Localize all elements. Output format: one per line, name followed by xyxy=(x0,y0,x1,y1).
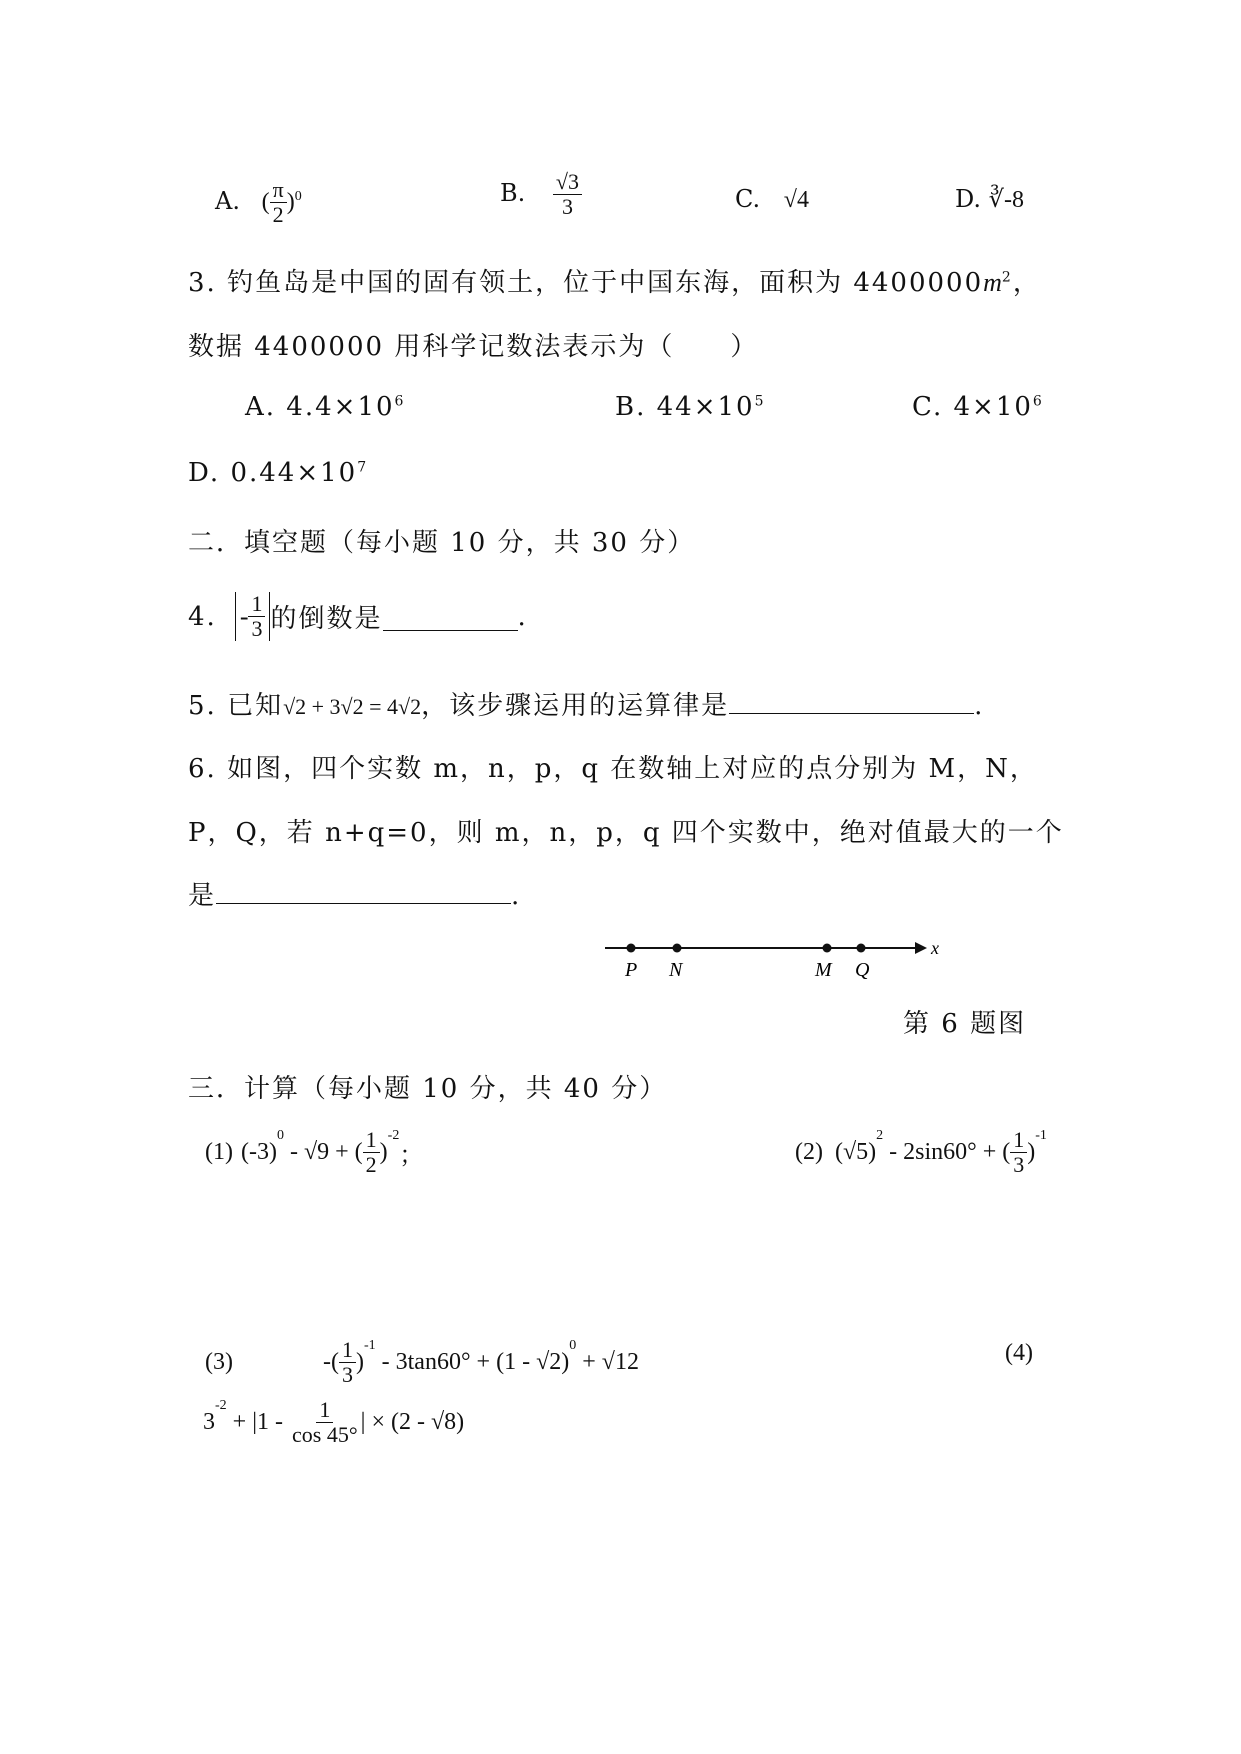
absolute-value: - $\frac{1}{3}$ xyxy=(235,592,271,641)
point-M xyxy=(823,944,832,953)
calc-problem-2: (2) (√5) $^2$ - 2sin60° + ( $\frac{1}{3}$ ) $^{-1}$ xyxy=(795,1127,1047,1178)
q5: 5. 已知√2 + 3√2 = 4√2，该步骤运用的运算律是 . xyxy=(188,691,985,721)
option-label: D. xyxy=(955,185,982,213)
q3-option-b: B. $44\times 10^5$ xyxy=(615,392,766,422)
q6-line2: P，Q，若 n+q=0，则 m，n，p，q 四个实数中，绝对值最大的一个 xyxy=(188,818,1064,848)
fraction: $\frac{\pi}{2}$ xyxy=(270,178,287,227)
q3-option-c: C. $4\times 10^6$ xyxy=(912,392,1044,422)
point-label-Q: Q xyxy=(855,959,870,981)
fraction: $\frac{1}{\cos 45^\circ}$ xyxy=(292,1397,358,1448)
q3-line2: 数据 4400000 用科学记数法表示为（ ） xyxy=(188,332,759,362)
answer-blank xyxy=(383,602,518,631)
point-P xyxy=(627,944,636,953)
fraction: $\frac{√3}{3}$ xyxy=(553,170,582,219)
arrow-icon xyxy=(915,942,927,954)
q3-option-a: A. $4.4\times 10^6$ xyxy=(245,392,406,422)
calc-problem-4: 3 $^{-2}$ + |1 - $\frac{1}{\cos 45^\circ}$ | × (2 - √8) xyxy=(203,1397,465,1448)
option-label: C. xyxy=(735,185,761,213)
q2-option-b xyxy=(500,170,582,219)
q3-line1: 3. 钓鱼岛是中国的固有领土，位于中国东海，面积为 $4400000m^2$， xyxy=(188,268,1041,298)
point-N xyxy=(673,944,682,953)
fraction: $\frac{1}{3}$ xyxy=(248,592,265,641)
figure-caption: 第 6 题图 xyxy=(903,1009,1027,1039)
answer-blank xyxy=(729,691,974,714)
q2-option-c: C. √4 xyxy=(735,185,809,213)
q4: 4. - $\frac{1}{3}$ 的倒数是 . xyxy=(188,591,528,642)
calc-problem-3: (3) -( $\frac{1}{3}$ ) $^{-1}$ - 3tan60° + (1 - √2) $^0$ + √12 xyxy=(205,1337,639,1388)
fraction: $\frac{1}{3}$ xyxy=(339,1338,356,1387)
number-line-figure xyxy=(605,930,945,990)
q6-line1: 6. 如图，四个实数 m，n，p，q 在数轴上对应的点分别为 M，N， xyxy=(188,754,1038,784)
point-label-M: M xyxy=(815,959,832,981)
fraction: $\frac{1}{3}$ xyxy=(1010,1128,1027,1177)
q6-line3: 是 . xyxy=(188,881,522,911)
point-label-N: N xyxy=(669,959,683,981)
q3-option-d: D. $0.44\times 10^7$ xyxy=(188,458,369,488)
section-2-title: 二．填空题（每小题 10 分，共 30 分） xyxy=(188,528,696,558)
section-3-title: 三．计算（每小题 10 分，共 40 分） xyxy=(188,1074,668,1104)
option-label: B. xyxy=(500,179,526,208)
unit: m xyxy=(983,268,1002,297)
q2-option-a: A. ( $\frac{\pi}{2}$ )$^0$ xyxy=(215,177,302,228)
calc-problem-4-label: (4) xyxy=(1005,1340,1033,1366)
q2-option-d: D. ∛-8 xyxy=(955,185,1024,213)
fraction: $\frac{1}{2}$ xyxy=(363,1128,380,1177)
answer-blank xyxy=(216,879,511,904)
q5-expression: √2 + 3√2 = 4√2 xyxy=(283,694,422,719)
point-Q xyxy=(857,944,866,953)
point-label-P: P xyxy=(625,959,638,981)
axis-label: x xyxy=(931,938,939,958)
option-label: A. xyxy=(215,187,240,216)
calc-problem-1: (1) (-3) $^0$ - √9 + ( $\frac{1}{2}$ ) $^{-2}$ ； xyxy=(205,1127,424,1178)
